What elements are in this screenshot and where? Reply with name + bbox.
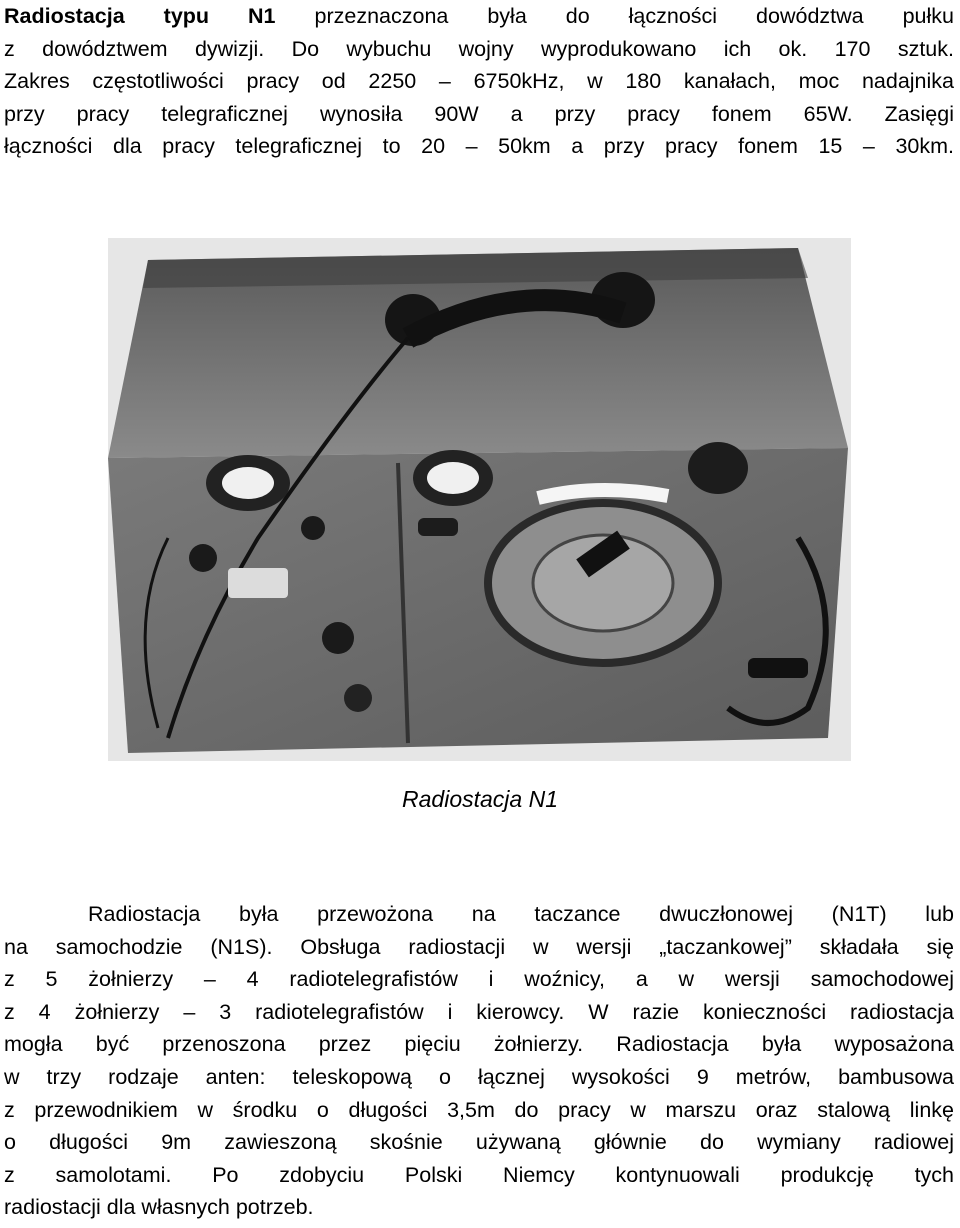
intro-line-5: łączności dla pracy telegraficznej to 20 – 50km a przy pracy fonem 15 – 30km. — [4, 134, 954, 159]
body-line-1: Radiostacja była przewożona na taczance dwuczłonowej (N1T) lub — [88, 902, 954, 926]
radio-station-photo — [108, 238, 851, 761]
body-paragraph — [4, 898, 954, 1224]
intro-line-1-text: przeznaczona była do łączności dowództwa pułku — [275, 4, 954, 28]
body-line-6: w trzy rodzaje anten: teleskopową o łącznej wysokości 9 metrów, bambusowa — [4, 1064, 954, 1089]
intro-title: Radiostacja typu N1 — [4, 4, 276, 28]
intro-line-2: z dowództwem dywizji. Do wybuchu wojny wyprodukowano ich ok. 170 sztuk. — [4, 36, 954, 61]
body-line-2: na samochodzie (N1S). Obsługa radiostacji w wersji „taczankowej” składała się — [4, 934, 954, 959]
body-line-10: radiostacji dla własnych potrzeb. — [4, 1195, 314, 1220]
body-line-4: z 4 żołnierzy – 3 radiotelegrafistów i kierowcy. W razie konieczności radiostacja — [4, 999, 954, 1024]
body-line-5: mogła być przenoszona przez pięciu żołnierzy. Radiostacja była wyposażona — [4, 1032, 954, 1057]
body-line-3: z 5 żołnierzy – 4 radiotelegrafistów i woźnicy, a w wersji samochodowej — [4, 967, 954, 992]
intro-paragraph — [4, 0, 954, 163]
body-line-8: o długości 9m zawieszoną skośnie używaną głównie do wymiany radiowej — [4, 1130, 954, 1155]
intro-line-4: przy pracy telegraficznej wynosiła 90W a przy pracy fonem 65W. Zasięgi — [4, 101, 954, 126]
body-line-7: z przewodnikiem w środku o długości 3,5m do pracy w marszu oraz stalową linkę — [4, 1097, 954, 1122]
intro-line-1 — [4, 0, 954, 33]
photo-caption: Radiostacja N1 — [402, 786, 558, 812]
intro-line-3: Zakres częstotliwości pracy od 2250 – 6750kHz, w 180 kanałach, moc nadajnika — [4, 69, 954, 94]
body-line-9: z samolotami. Po zdobyciu Polski Niemcy kontynuowali produkcję tych — [4, 1162, 954, 1187]
